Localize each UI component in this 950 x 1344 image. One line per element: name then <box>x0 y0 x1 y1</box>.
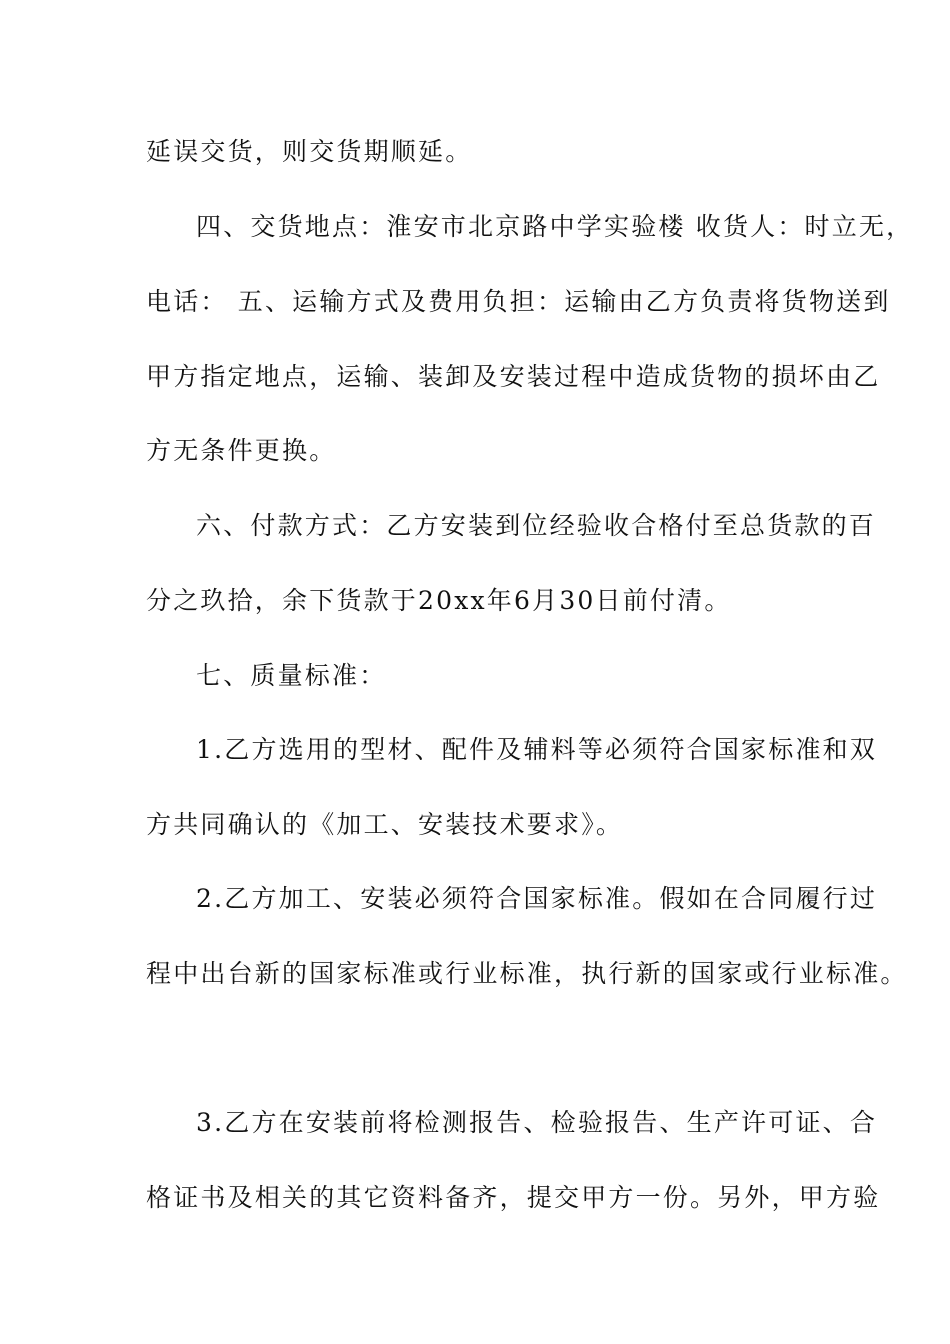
text-line: 延误交货，则交货期顺延。 <box>146 137 473 166</box>
text-line: 2.乙方加工、安装必须符合国家标准。假如在合同履行过 <box>196 884 878 913</box>
text-line: 程中出台新的国家标准或行业标准，执行新的国家或行业标准。 <box>146 959 908 988</box>
text-line: 六、付款方式：乙方安装到位经验收合格付至总货款的百 <box>196 511 877 540</box>
text-line: 方共同确认的《加工、安装技术要求》。 <box>146 810 624 839</box>
text-line: 甲方指定地点，运输、装卸及安装过程中造成货物的损坏由乙 <box>146 362 881 391</box>
text-line: 四、交货地点：淮安市北京路中学实验楼 收货人：时立无， <box>196 212 914 241</box>
text-line: 分之玖拾，余下货款于20xx年6月30日前付清。 <box>146 586 732 615</box>
text-line: 电话： 五、运输方式及费用负担：运输由乙方负责将货物送到 <box>146 287 891 316</box>
text-line: 方无条件更换。 <box>146 436 337 465</box>
text-line: 格证书及相关的其它资料备齐，提交甲方一份。另外，甲方验 <box>146 1183 881 1212</box>
text-line: 3.乙方在安装前将检测报告、检验报告、生产许可证、合 <box>196 1108 878 1137</box>
text-line: 1.乙方选用的型材、配件及辅料等必须符合国家标准和双 <box>196 735 878 764</box>
text-line: 七、质量标准： <box>196 661 387 690</box>
